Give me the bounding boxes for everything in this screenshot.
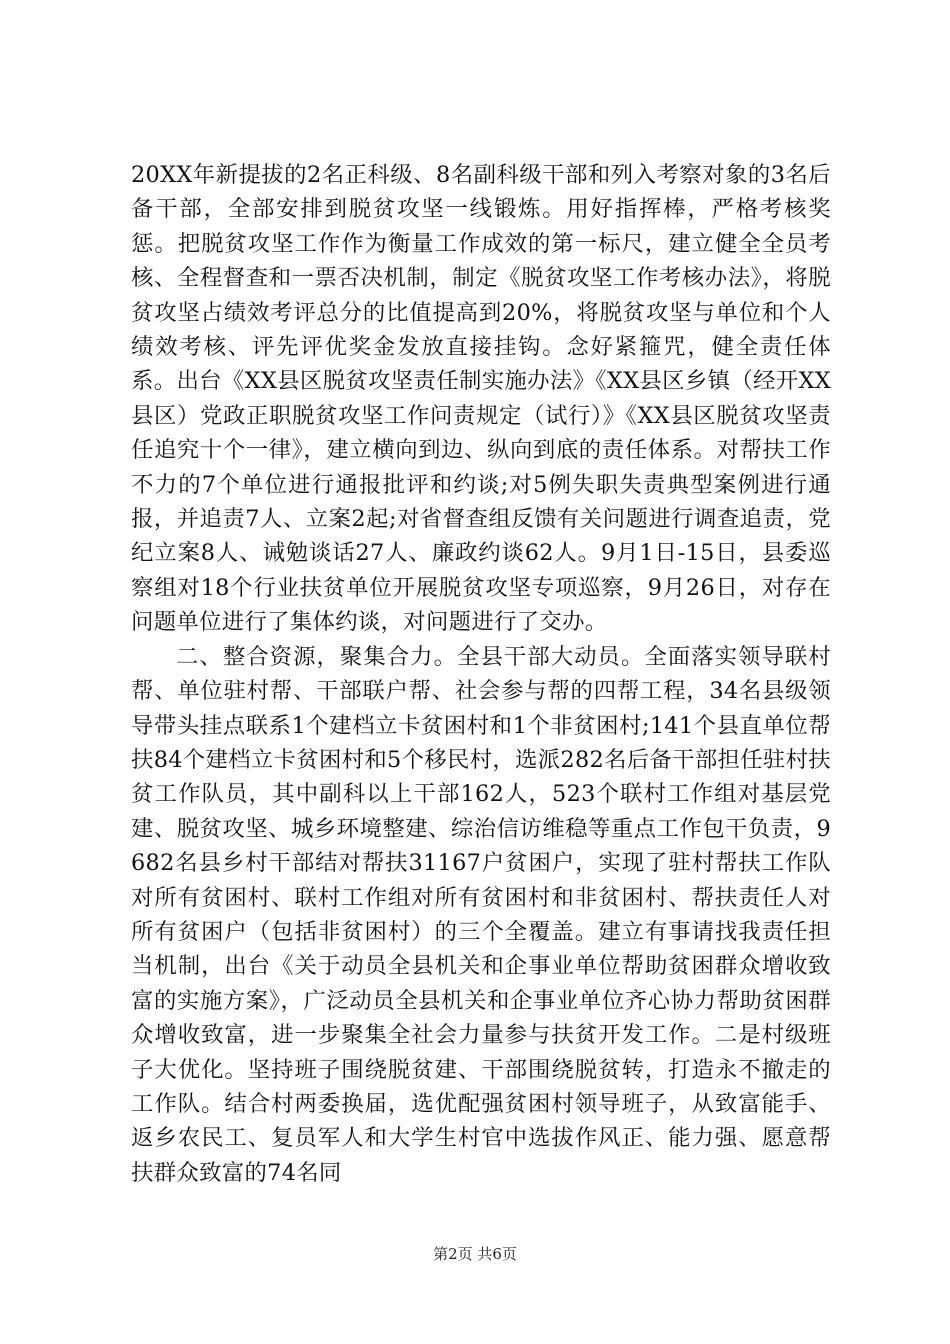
document-body (131, 158, 831, 1190)
paragraph-1: 20XX年新提拔的2名正科级、8名副科级干部和列入考察对象的3名后备干部，全部安排到脱贫攻坚一线锻炼。用好指挥棒，严格考核奖惩。把脱贫攻坚工作作为衡量工作成效的第一标尺，建立健全全员考核、全程督查和一票否决机制，制定《脱贫攻坚工作考核办法》，将脱贫攻坚占绩效考评总分的比值提高到20%，将脱贫攻坚与单位和个人绩效考核、评先评优奖金发放直接挂钩。念好紧箍咒，健全责任体系。出台《XX县区脱贫攻坚责任制实施办法》《XX县区乡镇（经开XX县区）党政正职脱贫攻坚工作问责规定（试行）》《XX县区脱贫攻坚责任追究十个一律》，建立横向到边、纵向到底的责任体系。对帮扶工作不力的7个单位进行通报批评和约谈;对5例失职失责典型案例进行通报，并追责7人、立案2起;对省督查组反馈有关问题进行调查追责，党纪立案8人、诫勉谈话27人、廉政约谈62人。9月1日-15日，县委巡察组对18个行业扶贫单位开展脱贫攻坚专项巡察，9月26日，对存在问题单位进行了集体约谈，对问题进行了交办。 (131, 162, 831, 636)
paragraph-2: 二、整合资源，聚集合力。全县干部大动员。全面落实领导联村帮、单位驻村帮、干部联户帮、社会参与帮的四帮工程，34名县级领导带头挂点联系1个建档立卡贫困村和1个非贫困村;141个县直单位帮扶84个建档立卡贫困村和5个移民村，选派282名后备干部担任驻村扶贫工作队员，其中副科以上干部162人，523个联村工作组对基层党建、脱贫攻坚、城乡环境整建、综治信访维稳等重点工作包干负责，9682名县乡村干部结对帮扶31167户贫困户，实现了驻村帮扶工作队对所有贫困村、联村工作组对所有贫困村和非贫困村、帮扶责任人对所有贫困户（包括非贫困村）的三个全覆盖。建立有事请找我责任担当机制，出台《关于动员全县机关和企事业单位帮助贫困群众增收致富的实施方案》，广泛动员全县机关和企事业单位齐心协力帮助贫困群众增收致富，进一步聚集全社会力量参与扶贫开发工作。二是村级班子大优化。坚持班子围绕脱贫建、干部围绕脱贫转，打造永不撤走的工作队。结合村两委换届，选优配强贫困村领导班子，从致富能手、返乡农民工、复员军人和大学生村官中选拔作风正、能力强、愿意帮扶群众致富的74名同 (131, 643, 831, 1186)
page-footer: 第2页 共6页 (433, 1245, 517, 1263)
